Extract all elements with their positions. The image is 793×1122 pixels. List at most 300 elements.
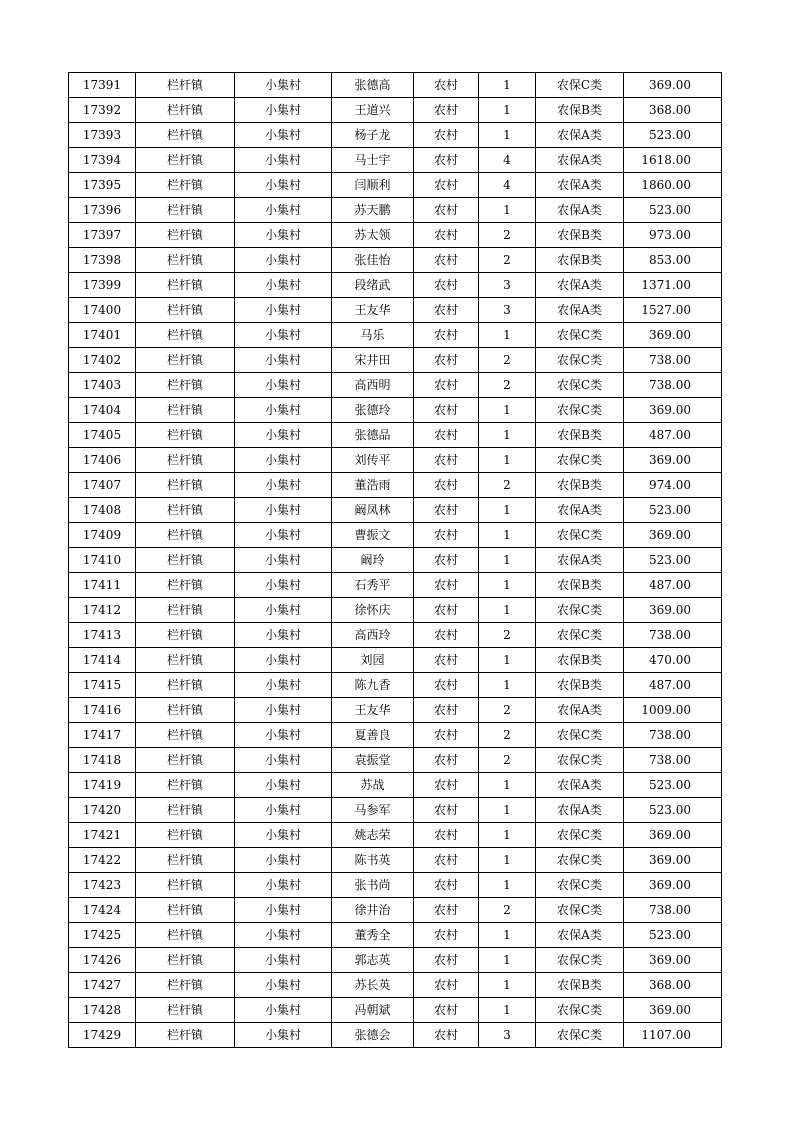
cell-amount: 369.00 xyxy=(624,873,722,898)
cell-record-id: 17392 xyxy=(69,98,136,123)
table-row xyxy=(69,448,722,473)
cell-name: 张佳怡 xyxy=(332,248,414,273)
cell-amount: 369.00 xyxy=(624,73,722,98)
cell-amount: 369.00 xyxy=(624,523,722,548)
cell-record-id: 17415 xyxy=(69,673,136,698)
cell-name: 段绪武 xyxy=(332,273,414,298)
cell-record-id: 17429 xyxy=(69,1023,136,1048)
table-row xyxy=(69,173,722,198)
cell-town: 栏杆镇 xyxy=(136,698,235,723)
cell-name: 姚志荣 xyxy=(332,823,414,848)
cell-household-type: 农村 xyxy=(414,448,479,473)
cell-name: 刘传平 xyxy=(332,448,414,473)
table-row xyxy=(69,873,722,898)
cell-insurance-class: 农保A类 xyxy=(536,298,624,323)
cell-insurance-class: 农保A类 xyxy=(536,548,624,573)
table-row xyxy=(69,573,722,598)
cell-household-type: 农村 xyxy=(414,848,479,873)
table-row xyxy=(69,673,722,698)
cell-town: 栏杆镇 xyxy=(136,348,235,373)
table-row xyxy=(69,198,722,223)
table-row xyxy=(69,248,722,273)
cell-name: 董浩雨 xyxy=(332,473,414,498)
cell-household-type: 农村 xyxy=(414,348,479,373)
cell-village: 小集村 xyxy=(235,923,332,948)
cell-name: 张德玲 xyxy=(332,398,414,423)
cell-person-count: 3 xyxy=(479,1023,536,1048)
cell-village: 小集村 xyxy=(235,823,332,848)
cell-name: 马士宇 xyxy=(332,148,414,173)
cell-insurance-class: 农保B类 xyxy=(536,973,624,998)
cell-amount: 369.00 xyxy=(624,398,722,423)
cell-amount: 523.00 xyxy=(624,498,722,523)
cell-household-type: 农村 xyxy=(414,298,479,323)
cell-village: 小集村 xyxy=(235,848,332,873)
cell-insurance-class: 农保A类 xyxy=(536,173,624,198)
cell-household-type: 农村 xyxy=(414,873,479,898)
cell-insurance-class: 农保A类 xyxy=(536,798,624,823)
table-row xyxy=(69,298,722,323)
cell-village: 小集村 xyxy=(235,623,332,648)
cell-household-type: 农村 xyxy=(414,623,479,648)
cell-name: 阚凤林 xyxy=(332,498,414,523)
cell-record-id: 17425 xyxy=(69,923,136,948)
cell-village: 小集村 xyxy=(235,523,332,548)
cell-name: 王道兴 xyxy=(332,98,414,123)
cell-name: 马乐 xyxy=(332,323,414,348)
cell-insurance-class: 农保C类 xyxy=(536,73,624,98)
table-row xyxy=(69,698,722,723)
cell-town: 栏杆镇 xyxy=(136,673,235,698)
cell-name: 董秀全 xyxy=(332,923,414,948)
cell-name: 徐井治 xyxy=(332,898,414,923)
cell-person-count: 2 xyxy=(479,698,536,723)
cell-record-id: 17424 xyxy=(69,898,136,923)
cell-name: 宋井田 xyxy=(332,348,414,373)
cell-town: 栏杆镇 xyxy=(136,298,235,323)
cell-household-type: 农村 xyxy=(414,148,479,173)
cell-person-count: 2 xyxy=(479,623,536,648)
cell-person-count: 1 xyxy=(479,573,536,598)
cell-person-count: 2 xyxy=(479,898,536,923)
cell-household-type: 农村 xyxy=(414,573,479,598)
cell-village: 小集村 xyxy=(235,648,332,673)
cell-village: 小集村 xyxy=(235,798,332,823)
records-table-body xyxy=(69,73,722,1048)
cell-household-type: 农村 xyxy=(414,648,479,673)
cell-town: 栏杆镇 xyxy=(136,273,235,298)
cell-town: 栏杆镇 xyxy=(136,448,235,473)
cell-person-count: 1 xyxy=(479,973,536,998)
cell-village: 小集村 xyxy=(235,223,332,248)
cell-town: 栏杆镇 xyxy=(136,848,235,873)
cell-person-count: 3 xyxy=(479,273,536,298)
cell-insurance-class: 农保C类 xyxy=(536,873,624,898)
cell-amount: 973.00 xyxy=(624,223,722,248)
table-row xyxy=(69,998,722,1023)
cell-name: 高西明 xyxy=(332,373,414,398)
cell-person-count: 1 xyxy=(479,98,536,123)
cell-village: 小集村 xyxy=(235,998,332,1023)
cell-record-id: 17413 xyxy=(69,623,136,648)
cell-record-id: 17411 xyxy=(69,573,136,598)
cell-record-id: 17397 xyxy=(69,223,136,248)
cell-insurance-class: 农保A类 xyxy=(536,273,624,298)
cell-household-type: 农村 xyxy=(414,323,479,348)
cell-village: 小集村 xyxy=(235,548,332,573)
cell-household-type: 农村 xyxy=(414,73,479,98)
cell-record-id: 17407 xyxy=(69,473,136,498)
cell-person-count: 2 xyxy=(479,248,536,273)
cell-amount: 368.00 xyxy=(624,973,722,998)
cell-insurance-class: 农保C类 xyxy=(536,848,624,873)
cell-household-type: 农村 xyxy=(414,673,479,698)
cell-amount: 1860.00 xyxy=(624,173,722,198)
cell-village: 小集村 xyxy=(235,773,332,798)
table-row xyxy=(69,798,722,823)
cell-record-id: 17395 xyxy=(69,173,136,198)
cell-name: 郭志英 xyxy=(332,948,414,973)
cell-insurance-class: 农保C类 xyxy=(536,348,624,373)
cell-village: 小集村 xyxy=(235,498,332,523)
cell-amount: 369.00 xyxy=(624,998,722,1023)
table-row xyxy=(69,223,722,248)
cell-person-count: 1 xyxy=(479,673,536,698)
cell-record-id: 17402 xyxy=(69,348,136,373)
cell-village: 小集村 xyxy=(235,73,332,98)
cell-village: 小集村 xyxy=(235,198,332,223)
cell-record-id: 17393 xyxy=(69,123,136,148)
cell-town: 栏杆镇 xyxy=(136,898,235,923)
cell-village: 小集村 xyxy=(235,323,332,348)
cell-town: 栏杆镇 xyxy=(136,423,235,448)
table-row xyxy=(69,498,722,523)
cell-insurance-class: 农保C类 xyxy=(536,623,624,648)
cell-record-id: 17428 xyxy=(69,998,136,1023)
cell-town: 栏杆镇 xyxy=(136,773,235,798)
cell-village: 小集村 xyxy=(235,573,332,598)
cell-record-id: 17400 xyxy=(69,298,136,323)
cell-insurance-class: 农保C类 xyxy=(536,723,624,748)
cell-town: 栏杆镇 xyxy=(136,573,235,598)
cell-amount: 1371.00 xyxy=(624,273,722,298)
cell-town: 栏杆镇 xyxy=(136,148,235,173)
cell-insurance-class: 农保C类 xyxy=(536,323,624,348)
cell-name: 马参军 xyxy=(332,798,414,823)
cell-person-count: 1 xyxy=(479,523,536,548)
cell-record-id: 17391 xyxy=(69,73,136,98)
cell-person-count: 2 xyxy=(479,723,536,748)
cell-amount: 1527.00 xyxy=(624,298,722,323)
cell-village: 小集村 xyxy=(235,373,332,398)
cell-village: 小集村 xyxy=(235,598,332,623)
cell-household-type: 农村 xyxy=(414,1023,479,1048)
cell-village: 小集村 xyxy=(235,423,332,448)
cell-person-count: 1 xyxy=(479,848,536,873)
table-row xyxy=(69,148,722,173)
cell-name: 王友华 xyxy=(332,298,414,323)
cell-town: 栏杆镇 xyxy=(136,623,235,648)
cell-insurance-class: 农保A类 xyxy=(536,923,624,948)
cell-household-type: 农村 xyxy=(414,998,479,1023)
cell-amount: 853.00 xyxy=(624,248,722,273)
cell-name: 苏太领 xyxy=(332,223,414,248)
cell-name: 张德会 xyxy=(332,1023,414,1048)
cell-household-type: 农村 xyxy=(414,123,479,148)
cell-name: 王友华 xyxy=(332,698,414,723)
cell-town: 栏杆镇 xyxy=(136,798,235,823)
cell-name: 张德高 xyxy=(332,73,414,98)
cell-amount: 369.00 xyxy=(624,848,722,873)
cell-village: 小集村 xyxy=(235,273,332,298)
cell-amount: 738.00 xyxy=(624,748,722,773)
cell-name: 阚玲 xyxy=(332,548,414,573)
cell-household-type: 农村 xyxy=(414,398,479,423)
cell-household-type: 农村 xyxy=(414,748,479,773)
records-table xyxy=(68,72,722,1048)
cell-town: 栏杆镇 xyxy=(136,598,235,623)
cell-household-type: 农村 xyxy=(414,798,479,823)
cell-name: 冯朝斌 xyxy=(332,998,414,1023)
cell-name: 苏长英 xyxy=(332,973,414,998)
cell-record-id: 17396 xyxy=(69,198,136,223)
cell-town: 栏杆镇 xyxy=(136,823,235,848)
cell-village: 小集村 xyxy=(235,98,332,123)
cell-person-count: 1 xyxy=(479,123,536,148)
cell-name: 石秀平 xyxy=(332,573,414,598)
cell-insurance-class: 农保C类 xyxy=(536,998,624,1023)
cell-person-count: 2 xyxy=(479,223,536,248)
cell-insurance-class: 农保A类 xyxy=(536,498,624,523)
table-row xyxy=(69,323,722,348)
cell-insurance-class: 农保C类 xyxy=(536,1023,624,1048)
cell-village: 小集村 xyxy=(235,448,332,473)
cell-insurance-class: 农保A类 xyxy=(536,198,624,223)
cell-town: 栏杆镇 xyxy=(136,873,235,898)
cell-amount: 738.00 xyxy=(624,898,722,923)
document-page xyxy=(68,72,721,1048)
cell-record-id: 17423 xyxy=(69,873,136,898)
cell-household-type: 农村 xyxy=(414,948,479,973)
cell-person-count: 1 xyxy=(479,773,536,798)
table-row xyxy=(69,273,722,298)
cell-insurance-class: 农保C类 xyxy=(536,523,624,548)
table-row xyxy=(69,1023,722,1048)
cell-household-type: 农村 xyxy=(414,173,479,198)
cell-person-count: 1 xyxy=(479,448,536,473)
table-row xyxy=(69,523,722,548)
cell-household-type: 农村 xyxy=(414,598,479,623)
cell-household-type: 农村 xyxy=(414,723,479,748)
cell-record-id: 17401 xyxy=(69,323,136,348)
cell-insurance-class: 农保A类 xyxy=(536,698,624,723)
cell-name: 苏战 xyxy=(332,773,414,798)
cell-insurance-class: 农保B类 xyxy=(536,423,624,448)
cell-household-type: 农村 xyxy=(414,248,479,273)
cell-insurance-class: 农保B类 xyxy=(536,473,624,498)
cell-village: 小集村 xyxy=(235,123,332,148)
cell-record-id: 17422 xyxy=(69,848,136,873)
cell-person-count: 1 xyxy=(479,923,536,948)
cell-record-id: 17420 xyxy=(69,798,136,823)
cell-amount: 487.00 xyxy=(624,573,722,598)
cell-village: 小集村 xyxy=(235,973,332,998)
cell-record-id: 17405 xyxy=(69,423,136,448)
cell-person-count: 1 xyxy=(479,198,536,223)
cell-person-count: 3 xyxy=(479,298,536,323)
cell-insurance-class: 农保B类 xyxy=(536,673,624,698)
cell-person-count: 1 xyxy=(479,598,536,623)
cell-insurance-class: 农保C类 xyxy=(536,823,624,848)
cell-town: 栏杆镇 xyxy=(136,123,235,148)
cell-town: 栏杆镇 xyxy=(136,398,235,423)
cell-household-type: 农村 xyxy=(414,373,479,398)
cell-insurance-class: 农保B类 xyxy=(536,648,624,673)
cell-person-count: 4 xyxy=(479,173,536,198)
table-row xyxy=(69,373,722,398)
cell-town: 栏杆镇 xyxy=(136,73,235,98)
table-row xyxy=(69,73,722,98)
cell-village: 小集村 xyxy=(235,698,332,723)
cell-insurance-class: 农保C类 xyxy=(536,598,624,623)
cell-insurance-class: 农保C类 xyxy=(536,948,624,973)
cell-record-id: 17414 xyxy=(69,648,136,673)
cell-record-id: 17418 xyxy=(69,748,136,773)
table-row xyxy=(69,123,722,148)
cell-person-count: 2 xyxy=(479,373,536,398)
table-row xyxy=(69,548,722,573)
cell-amount: 1107.00 xyxy=(624,1023,722,1048)
cell-record-id: 17398 xyxy=(69,248,136,273)
cell-village: 小集村 xyxy=(235,348,332,373)
cell-household-type: 农村 xyxy=(414,523,479,548)
cell-amount: 368.00 xyxy=(624,98,722,123)
cell-town: 栏杆镇 xyxy=(136,1023,235,1048)
cell-person-count: 1 xyxy=(479,323,536,348)
cell-record-id: 17417 xyxy=(69,723,136,748)
cell-insurance-class: 农保C类 xyxy=(536,398,624,423)
cell-household-type: 农村 xyxy=(414,698,479,723)
cell-town: 栏杆镇 xyxy=(136,223,235,248)
cell-amount: 369.00 xyxy=(624,598,722,623)
table-row xyxy=(69,748,722,773)
cell-name: 杨子龙 xyxy=(332,123,414,148)
table-row xyxy=(69,898,722,923)
cell-record-id: 17399 xyxy=(69,273,136,298)
table-row xyxy=(69,648,722,673)
cell-town: 栏杆镇 xyxy=(136,973,235,998)
cell-person-count: 2 xyxy=(479,348,536,373)
cell-amount: 369.00 xyxy=(624,448,722,473)
table-row xyxy=(69,348,722,373)
cell-town: 栏杆镇 xyxy=(136,498,235,523)
cell-person-count: 1 xyxy=(479,873,536,898)
cell-amount: 470.00 xyxy=(624,648,722,673)
cell-insurance-class: 农保A类 xyxy=(536,123,624,148)
table-row xyxy=(69,623,722,648)
cell-person-count: 1 xyxy=(479,398,536,423)
cell-town: 栏杆镇 xyxy=(136,648,235,673)
table-row xyxy=(69,723,722,748)
cell-household-type: 农村 xyxy=(414,473,479,498)
cell-person-count: 1 xyxy=(479,498,536,523)
cell-person-count: 1 xyxy=(479,798,536,823)
cell-town: 栏杆镇 xyxy=(136,323,235,348)
cell-name: 苏天鹏 xyxy=(332,198,414,223)
table-row xyxy=(69,598,722,623)
cell-person-count: 1 xyxy=(479,823,536,848)
cell-village: 小集村 xyxy=(235,723,332,748)
cell-town: 栏杆镇 xyxy=(136,198,235,223)
cell-household-type: 农村 xyxy=(414,98,479,123)
cell-village: 小集村 xyxy=(235,298,332,323)
cell-town: 栏杆镇 xyxy=(136,748,235,773)
cell-town: 栏杆镇 xyxy=(136,948,235,973)
cell-amount: 369.00 xyxy=(624,948,722,973)
cell-household-type: 农村 xyxy=(414,823,479,848)
cell-household-type: 农村 xyxy=(414,548,479,573)
cell-town: 栏杆镇 xyxy=(136,98,235,123)
cell-household-type: 农村 xyxy=(414,898,479,923)
cell-record-id: 17412 xyxy=(69,598,136,623)
cell-person-count: 1 xyxy=(479,73,536,98)
cell-insurance-class: 农保A类 xyxy=(536,148,624,173)
cell-name: 袁振堂 xyxy=(332,748,414,773)
cell-amount: 487.00 xyxy=(624,423,722,448)
cell-household-type: 农村 xyxy=(414,773,479,798)
cell-village: 小集村 xyxy=(235,873,332,898)
cell-household-type: 农村 xyxy=(414,423,479,448)
cell-record-id: 17421 xyxy=(69,823,136,848)
cell-amount: 738.00 xyxy=(624,623,722,648)
cell-village: 小集村 xyxy=(235,1023,332,1048)
cell-amount: 738.00 xyxy=(624,723,722,748)
cell-amount: 523.00 xyxy=(624,923,722,948)
cell-record-id: 17409 xyxy=(69,523,136,548)
cell-insurance-class: 农保B类 xyxy=(536,248,624,273)
cell-village: 小集村 xyxy=(235,148,332,173)
cell-amount: 523.00 xyxy=(624,798,722,823)
cell-record-id: 17404 xyxy=(69,398,136,423)
cell-name: 夏善良 xyxy=(332,723,414,748)
cell-village: 小集村 xyxy=(235,473,332,498)
cell-town: 栏杆镇 xyxy=(136,723,235,748)
cell-person-count: 4 xyxy=(479,148,536,173)
cell-record-id: 17416 xyxy=(69,698,136,723)
table-row xyxy=(69,423,722,448)
table-row xyxy=(69,923,722,948)
cell-village: 小集村 xyxy=(235,173,332,198)
cell-household-type: 农村 xyxy=(414,973,479,998)
cell-village: 小集村 xyxy=(235,673,332,698)
cell-village: 小集村 xyxy=(235,398,332,423)
cell-town: 栏杆镇 xyxy=(136,548,235,573)
cell-record-id: 17408 xyxy=(69,498,136,523)
cell-name: 徐怀庆 xyxy=(332,598,414,623)
cell-insurance-class: 农保C类 xyxy=(536,448,624,473)
cell-name: 张德品 xyxy=(332,423,414,448)
cell-name: 刘园 xyxy=(332,648,414,673)
cell-record-id: 17394 xyxy=(69,148,136,173)
table-row xyxy=(69,773,722,798)
cell-village: 小集村 xyxy=(235,948,332,973)
cell-name: 曹振文 xyxy=(332,523,414,548)
cell-amount: 523.00 xyxy=(624,773,722,798)
cell-village: 小集村 xyxy=(235,248,332,273)
cell-amount: 523.00 xyxy=(624,548,722,573)
cell-household-type: 农村 xyxy=(414,223,479,248)
cell-person-count: 1 xyxy=(479,948,536,973)
